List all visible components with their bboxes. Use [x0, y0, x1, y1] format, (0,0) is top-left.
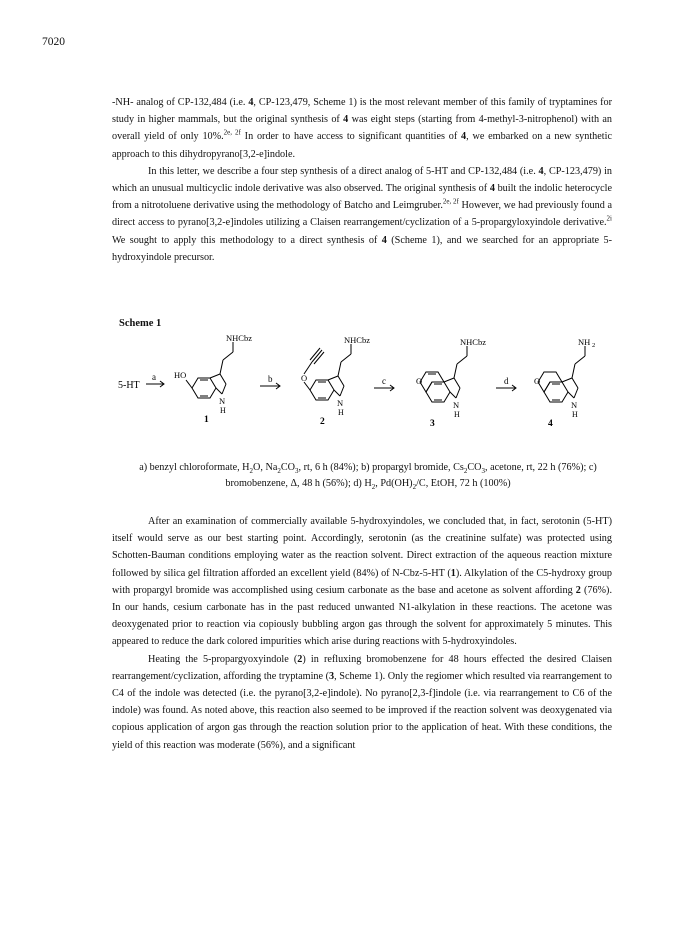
compound-ref: 2 — [575, 584, 581, 596]
compound-2-nitrogen: N — [337, 398, 344, 408]
text-run: /C, EtOH, 72 h (100%) — [416, 478, 511, 489]
citation-superscript: 2e, 2f — [442, 197, 459, 206]
compound-ref: 2 — [297, 653, 303, 665]
compound-1-side-chain: NHCbz — [226, 334, 252, 343]
paragraph — [112, 163, 612, 266]
paragraph — [112, 94, 612, 163]
compound-ref: 4 — [538, 165, 544, 177]
compound-4-number: 4 — [548, 419, 553, 429]
text-run: Heating the 5-propargyoxyindole ( — [148, 653, 298, 665]
citation-superscript: 2e, 2f — [223, 129, 241, 138]
compound-3-nitrogen: N — [453, 400, 460, 410]
scheme-svg — [108, 334, 628, 434]
subscript: 2 — [371, 483, 376, 492]
text-run: , Scheme 1). Only the regiomer which resulted via rearrangement to C4 of the indole was detected (i.e. the pyrano[3,2-e]indole). No pyrano[2,3-f]indole (i.e. via rearrangement to C6 of the indole) was found. As noted above, this reaction also seemed to be improved if the reaction solvent was deoxygenated via copious application of argon gas through the reaction solution prior to the application of heat. With these conditions, the yield of this reaction was moderate (56%), and a significant — [112, 670, 612, 751]
compound-4-structure — [538, 346, 585, 402]
compound-2-number: 2 — [320, 417, 325, 427]
compound-3-number: 3 — [430, 419, 435, 429]
subscript: 2 — [412, 483, 417, 492]
text-run: CO — [280, 462, 296, 473]
start-label: 5-HT — [118, 380, 140, 391]
compound-1-substituent: HO — [174, 370, 187, 380]
text-run: a) benzyl chloroformate, H — [139, 462, 250, 473]
compound-2-side-chain: NHCbz — [344, 335, 370, 345]
compound-1-hydrogen: H — [220, 406, 226, 415]
scheme-title: Scheme 1 — [119, 318, 162, 329]
subscript: 2 — [277, 467, 281, 476]
text-run: , we embarked on a new synthetic approach to this dihydropyrano[3,2-e]indole. — [112, 131, 612, 160]
paragraph — [112, 651, 612, 754]
compound-1-structure — [186, 342, 233, 398]
compound-1-number: 1 — [204, 415, 209, 425]
compound-ref: 4 — [381, 234, 387, 246]
arrow-d-label: d — [504, 376, 509, 386]
text-run: We sought to apply this methodology to a direct synthesis of — [112, 234, 382, 246]
text-run: CO — [467, 462, 482, 473]
arrow-b-label: b — [268, 374, 273, 384]
compound-3-structure — [420, 346, 467, 402]
compound-3-substituent: O — [416, 376, 423, 386]
text-run: (Scheme 1), and we searched for an appropriate 5-hydroxyindole precursor. — [112, 234, 613, 263]
compound-ref: 3 — [329, 670, 335, 682]
subscript: 3 — [295, 467, 299, 476]
compound-2-structure — [304, 344, 351, 400]
scheme-caption — [112, 460, 624, 492]
compound-ref: 4 — [248, 97, 254, 108]
subscript: 3 — [481, 467, 486, 476]
arrow-c-label: c — [382, 376, 386, 386]
reaction-scheme — [108, 334, 628, 434]
text-run: ). Alkylation of the C5-hydroxy group with propargyl bromide was accomplished using cesium carbonate as the base and acetone as solvent affording — [112, 567, 613, 596]
text-run: , CP-123,479, Scheme 1) is the most relevant member of this family of tryptamines for study in higher mammals, but the original synthesis of — [112, 97, 612, 126]
text-run: In order to have access to significant quantities of — [240, 131, 462, 143]
compound-ref: 1 — [450, 567, 456, 579]
compound-4-hydrogen: H — [572, 410, 578, 419]
compound-3-hydrogen: H — [454, 410, 460, 419]
compound-1-nitrogen: N — [219, 396, 226, 406]
compound-ref: 4 — [489, 183, 495, 195]
text-run: , rt, 6 h (84%); b) propargyl bromide, Cs — [298, 462, 464, 473]
compound-ref: 4 — [461, 131, 467, 143]
text-run: In this letter, we describe a four step synthesis of a direct analog of 5-HT and CP-132,484 (i.e. — [148, 165, 539, 177]
compound-4-side-chain: NH — [578, 337, 591, 347]
paragraph — [112, 513, 612, 651]
compound-4-side-chain-subscript: 2 — [592, 342, 596, 349]
subscript: 2 — [463, 467, 468, 476]
compound-3-side-chain: NHCbz — [460, 337, 486, 347]
text-run: was eight steps (starting from 4-methyl-3-nitrophenol) with an overall yield of only 10%. — [112, 114, 612, 143]
arrow-a-label: a — [152, 372, 156, 382]
page-number: 7020 — [42, 36, 65, 48]
compound-2-substituent: O — [301, 373, 308, 383]
text-run: O, Na — [253, 462, 278, 473]
text-run: (76%). In our hands, cesium carbonate has in the past reduced unwanted N1-alkylation in these reactions. The acetone was deoxygenated prior to reaction via copiously bubbling argon gas through the solvent for approximately 5 minutes. This appeared to reduce the dark colored impurities which arise during reactions with 5-hydroxyindoles. — [112, 584, 612, 648]
text-run: ) in refluxing bromobenzene for 48 hours effected the desired Claisen rearrangement/cyclization, affording the tryptamine ( — [112, 653, 612, 682]
text-run: However, we had previously found a direct access to pyrano[3,2-e]indoles utilizing a Claisen rearrangement/cyclization of a 5-propargyloxyindole derivative. — [112, 200, 612, 229]
text-run: , Pd(OH) — [375, 478, 413, 489]
compound-4-substituent: O — [534, 376, 541, 386]
text-run: built the indolic heterocycle from a nitrotoluene derivative using the methodology of Batcho and Leimgruber. — [112, 183, 612, 212]
compound-ref: 4 — [343, 114, 349, 126]
text-run: After an examination of commercially available 5-hydroxyindoles, we concluded that, in fact, serotonin (5-HT) itself would serve as our best starting point. Accordingly, serotonin (as the creatinine sulfate) was protected using Schotten-Bauman conditions employing water as the reaction solvent. Direct extraction of the aqueous reaction mixture followed by silica gel filtration afforded an excellent yield (84%) of N-Cbz-5-HT ( — [112, 516, 612, 579]
text-run: -NH- analog of CP-132,484 (i.e. — [112, 97, 249, 108]
body-text-top — [112, 94, 612, 266]
compound-4-nitrogen: N — [571, 400, 578, 410]
text-run: , CP-123,479) in which an unusual multicyclic indole derivative was also observed. The original synthesis of — [112, 165, 612, 195]
body-text-bottom — [112, 513, 612, 754]
subscript: 2 — [249, 467, 254, 476]
compound-2-hydrogen: H — [338, 408, 344, 417]
citation-superscript: 2i — [606, 215, 612, 224]
text-run: , acetone, rt, 22 h (76%); c) bromobenzene, Δ, 48 h (56%); d) H — [225, 462, 597, 489]
